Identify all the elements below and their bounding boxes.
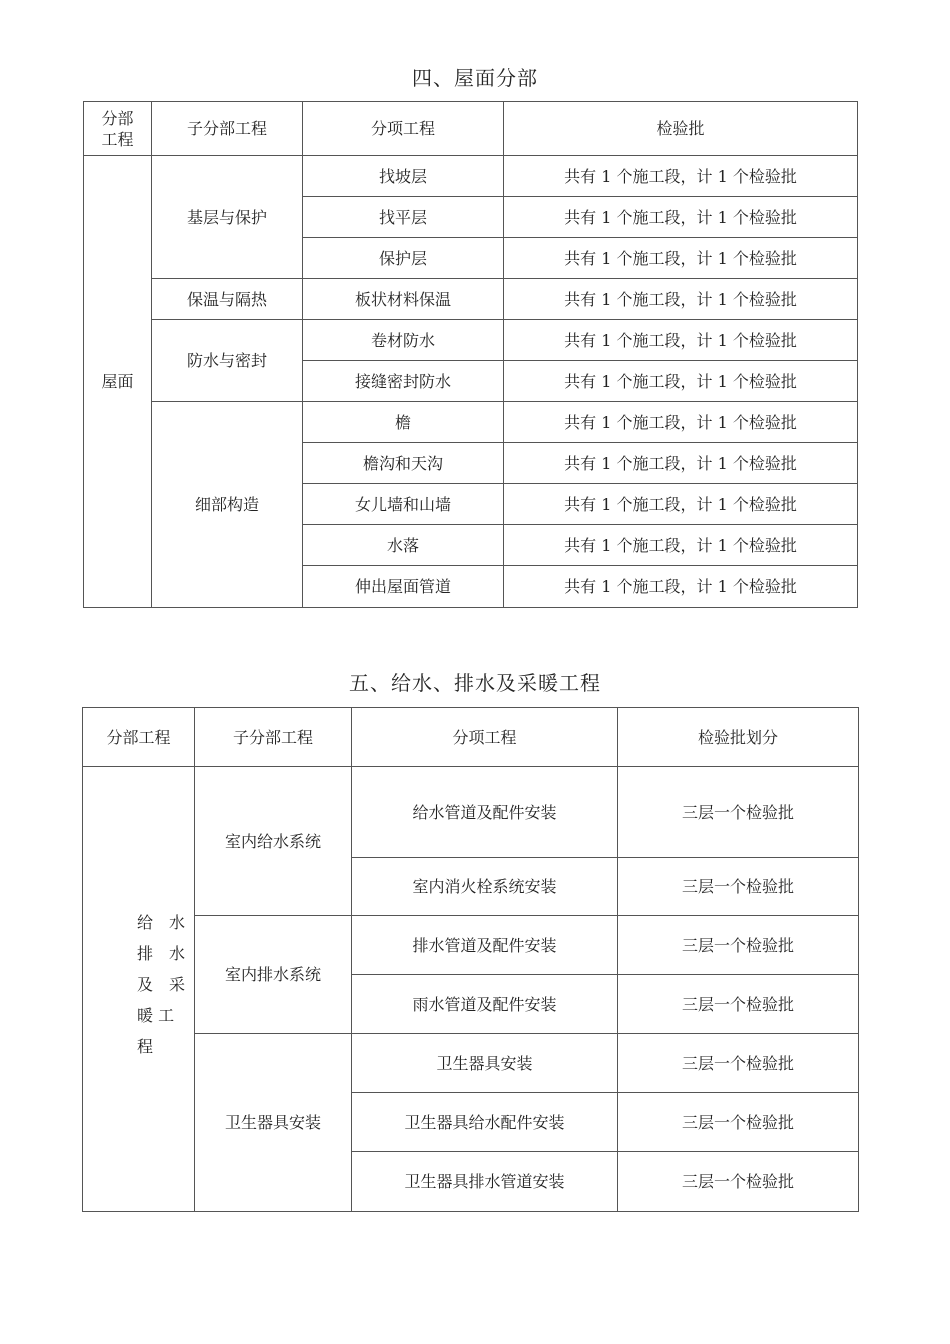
- s4-item: 板状材料保温: [354, 289, 451, 309]
- s4-item: 保护层: [378, 248, 427, 268]
- s5-item: 卫生器具安装: [436, 1053, 533, 1073]
- s5-header-division: 分部工程: [106, 727, 171, 747]
- s5-division-line: 排 水: [137, 944, 186, 963]
- s4-batch: 共有 1 个施工段，计 1 个检验批: [564, 207, 797, 227]
- s4-batch: 共有 1 个施工段，计 1 个检验批: [564, 535, 797, 555]
- s4-batch: 共有 1 个施工段，计 1 个检验批: [564, 577, 797, 596]
- s5-batch: 三层一个检验批: [681, 1112, 794, 1132]
- s4-division: 屋面: [101, 372, 134, 391]
- s5-division-line: 给 水: [137, 913, 186, 932]
- s5-division-line: 及 采: [137, 975, 186, 994]
- s5-division-line: 程: [137, 1037, 154, 1056]
- section4-title: 四、屋面分部: [412, 66, 538, 90]
- s4-item: 水落: [386, 535, 419, 555]
- s4-subdivision: 基层与保护: [186, 207, 267, 227]
- s4-batch: 共有 1 个施工段，计 1 个检验批: [564, 371, 797, 391]
- s4-batch: 共有 1 个施工段，计 1 个检验批: [564, 166, 797, 186]
- s5-item: 室内消火栓系统安装: [412, 877, 557, 896]
- s5-subdivision: 卫生器具安装: [224, 1113, 321, 1132]
- s4-item: 接缝密封防水: [354, 371, 451, 391]
- s5-header-subdivision: 子分部工程: [232, 727, 313, 747]
- s4-batch: 共有 1 个施工段，计 1 个检验批: [564, 453, 797, 473]
- s4-item: 找坡层: [378, 166, 427, 186]
- s5-item: 排水管道及配件安装: [412, 935, 557, 955]
- s5-header-batch: 检验批划分: [697, 727, 778, 747]
- s5-batch: 三层一个检验批: [681, 877, 794, 896]
- s4-batch: 共有 1 个施工段，计 1 个检验批: [564, 289, 797, 309]
- s4-item: 檐: [394, 412, 411, 432]
- s4-header-division: 分部 工程: [101, 108, 134, 149]
- s4-batch: 共有 1 个施工段，计 1 个检验批: [564, 412, 797, 432]
- s4-subdivision: 保温与隔热: [186, 289, 267, 309]
- s4-subdivision: 细部构造: [194, 495, 259, 514]
- s5-header-item: 分项工程: [452, 727, 517, 747]
- s5-subdivision: 室内给水系统: [224, 831, 321, 851]
- s4-subdivision: 防水与密封: [186, 351, 267, 370]
- s4-header-item: 分项工程: [370, 119, 435, 138]
- s4-item: 卷材防水: [370, 330, 435, 350]
- s5-batch: 三层一个检验批: [681, 935, 794, 955]
- s4-item: 女儿墙和山墙: [354, 494, 451, 514]
- s4-item: 檐沟和天沟: [362, 453, 443, 473]
- s5-item: 雨水管道及配件安装: [412, 994, 557, 1014]
- s4-header-batch: 检验批: [656, 119, 705, 138]
- s5-batch: 三层一个检验批: [681, 994, 794, 1014]
- s4-batch: 共有 1 个施工段，计 1 个检验批: [564, 248, 797, 268]
- s5-subdivision: 室内排水系统: [224, 965, 321, 984]
- s5-batch: 三层一个检验批: [681, 802, 794, 822]
- s5-division: [137, 907, 197, 1062]
- s5-item: 卫生器具给水配件安装: [404, 1112, 565, 1132]
- s5-batch: 三层一个检验批: [681, 1053, 794, 1073]
- s4-header-subdivision: 子分部工程: [186, 119, 267, 138]
- s5-batch: 三层一个检验批: [681, 1172, 794, 1191]
- s5-item: 给水管道及配件安装: [412, 802, 557, 822]
- s4-item: 伸出屋面管道: [354, 577, 451, 596]
- s4-item: 找平层: [378, 207, 427, 227]
- s4-batch: 共有 1 个施工段，计 1 个检验批: [564, 494, 797, 514]
- section5-title: 五、给水、排水及采暖工程: [349, 671, 601, 695]
- s4-batch: 共有 1 个施工段，计 1 个检验批: [564, 330, 797, 350]
- s5-division-line: 暖 工: [137, 1006, 175, 1025]
- s5-item: 卫生器具排水管道安装: [404, 1172, 565, 1191]
